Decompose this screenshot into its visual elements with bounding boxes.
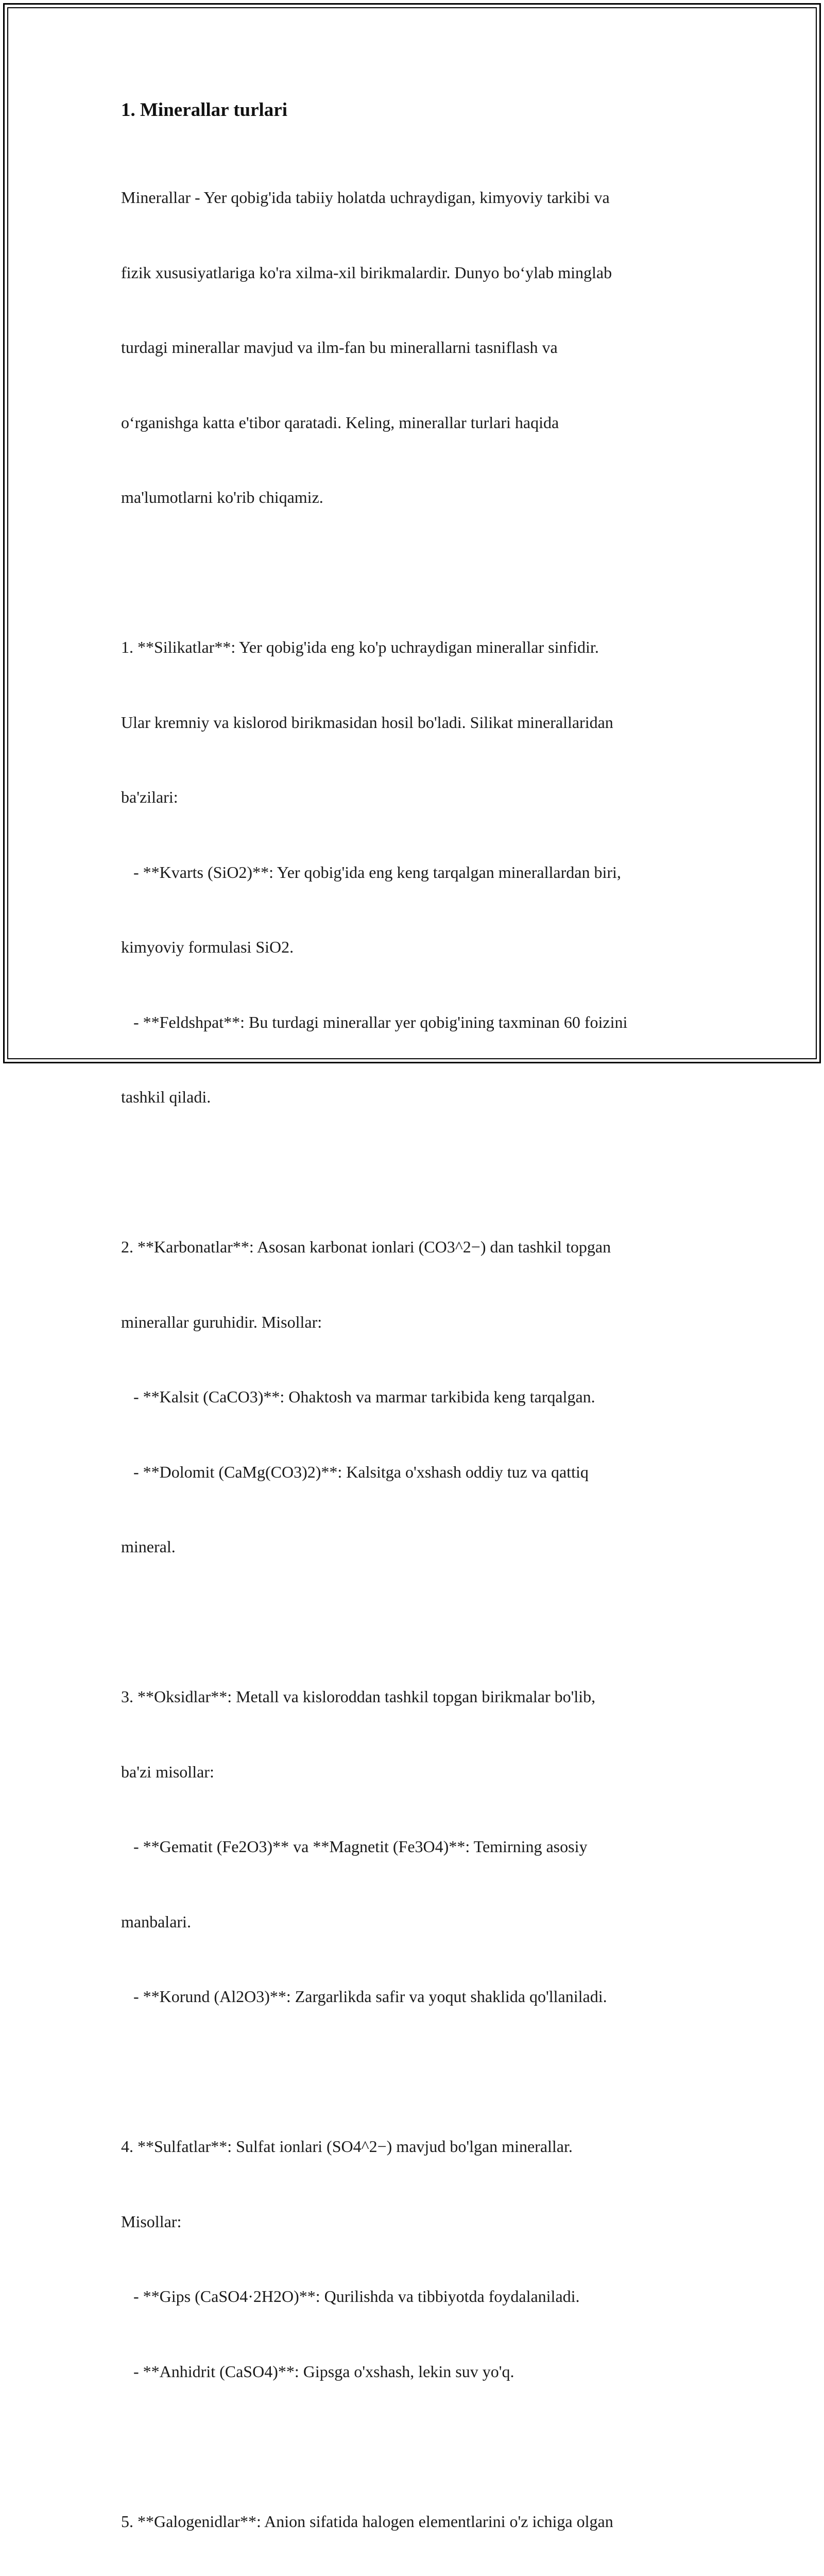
text-line: - **Gematit (Fe2O3)** va **Magnetit (Fe3O4)**: Temirning asosiy <box>121 1834 713 1859</box>
text-line: - **Anhidrit (CaSO4)**: Gipsga o'xshash, lekin suv yo'q. <box>121 2359 713 2384</box>
text-line: 4. **Sulfatlar**: Sulfat ionlari (SO4^2−) mavjud bo'lgan minerallar. <box>121 2134 713 2159</box>
document-page <box>121 97 713 2576</box>
text-line: kimyoviy formulasi SiO2. <box>121 935 713 960</box>
text-line: turdagi minerallar mavjud va ilm-fan bu minerallarni tasniflash va <box>121 335 713 360</box>
section-oksidlar <box>121 1634 713 2059</box>
text-line: ma'lumotlarni ko'rib chiqamiz. <box>121 485 713 510</box>
document-title: 1. Minerallar turlari <box>121 97 713 124</box>
text-line: ba'zilari: <box>121 785 713 810</box>
text-line: fizik xususiyatlariga ko'ra xilma-xil birikmalardir. Dunyo bo‘ylab minglab <box>121 260 713 285</box>
text-line: tashkil qiladi. <box>121 1084 713 1110</box>
intro-paragraph <box>121 135 713 560</box>
text-line: Ular kremniy va kislorod birikmasidan hosil bo'ladi. Silikat minerallaridan <box>121 710 713 735</box>
text-line: - **Kvarts (SiO2)**: Yer qobig'ida eng keng tarqalgan minerallardan biri, <box>121 860 713 885</box>
section-sulfatlar <box>121 2084 713 2434</box>
text-line: mineral. <box>121 1534 713 1560</box>
section-karbonatlar <box>121 1184 713 1609</box>
section-silikatlar <box>121 585 713 1160</box>
text-line: Misollar: <box>121 2209 713 2234</box>
text-line: ba'zi misollar: <box>121 1759 713 1785</box>
text-line: Minerallar - Yer qobig'ida tabiiy holatda uchraydigan, kimyoviy tarkibi va <box>121 185 713 210</box>
text-line: manbalari. <box>121 1909 713 1935</box>
text-line: 3. **Oksidlar**: Metall va kisloroddan tashkil topgan birikmalar bo'lib, <box>121 1684 713 1709</box>
text-line: 5. **Galogenidlar**: Anion sifatida halogen elementlarini o'z ichiga olgan <box>121 2509 713 2534</box>
text-line: o‘rganishga katta e'tibor qaratadi. Keling, minerallar turlari haqida <box>121 410 713 435</box>
text-line: - **Kalsit (CaCO3)**: Ohaktosh va marmar tarkibida keng tarqalgan. <box>121 1384 713 1410</box>
text-line: minerallar guruhidir. Misollar: <box>121 1310 713 1335</box>
text-line: - **Dolomit (CaMg(CO3)2)**: Kalsitga o'xshash oddiy tuz va qattiq <box>121 1460 713 1485</box>
section-galogenidlar <box>121 2459 713 2576</box>
text-line: - **Korund (Al2O3)**: Zargarlikda safir va yoqut shaklida qo'llaniladi. <box>121 1984 713 2009</box>
text-line: - **Feldshpat**: Bu turdagi minerallar yer qobig'ining taxminan 60 foizini <box>121 1010 713 1035</box>
text-line: - **Gips (CaSO4·2H2O)**: Qurilishda va tibbiyotda foydalaniladi. <box>121 2284 713 2309</box>
text-line: 1. **Silikatlar**: Yer qobig'ida eng ko'p uchraydigan minerallar sinfidir. <box>121 635 713 660</box>
text-line: 2. **Karbonatlar**: Asosan karbonat ionlari (CO3^2−) dan tashkil topgan <box>121 1234 713 1260</box>
